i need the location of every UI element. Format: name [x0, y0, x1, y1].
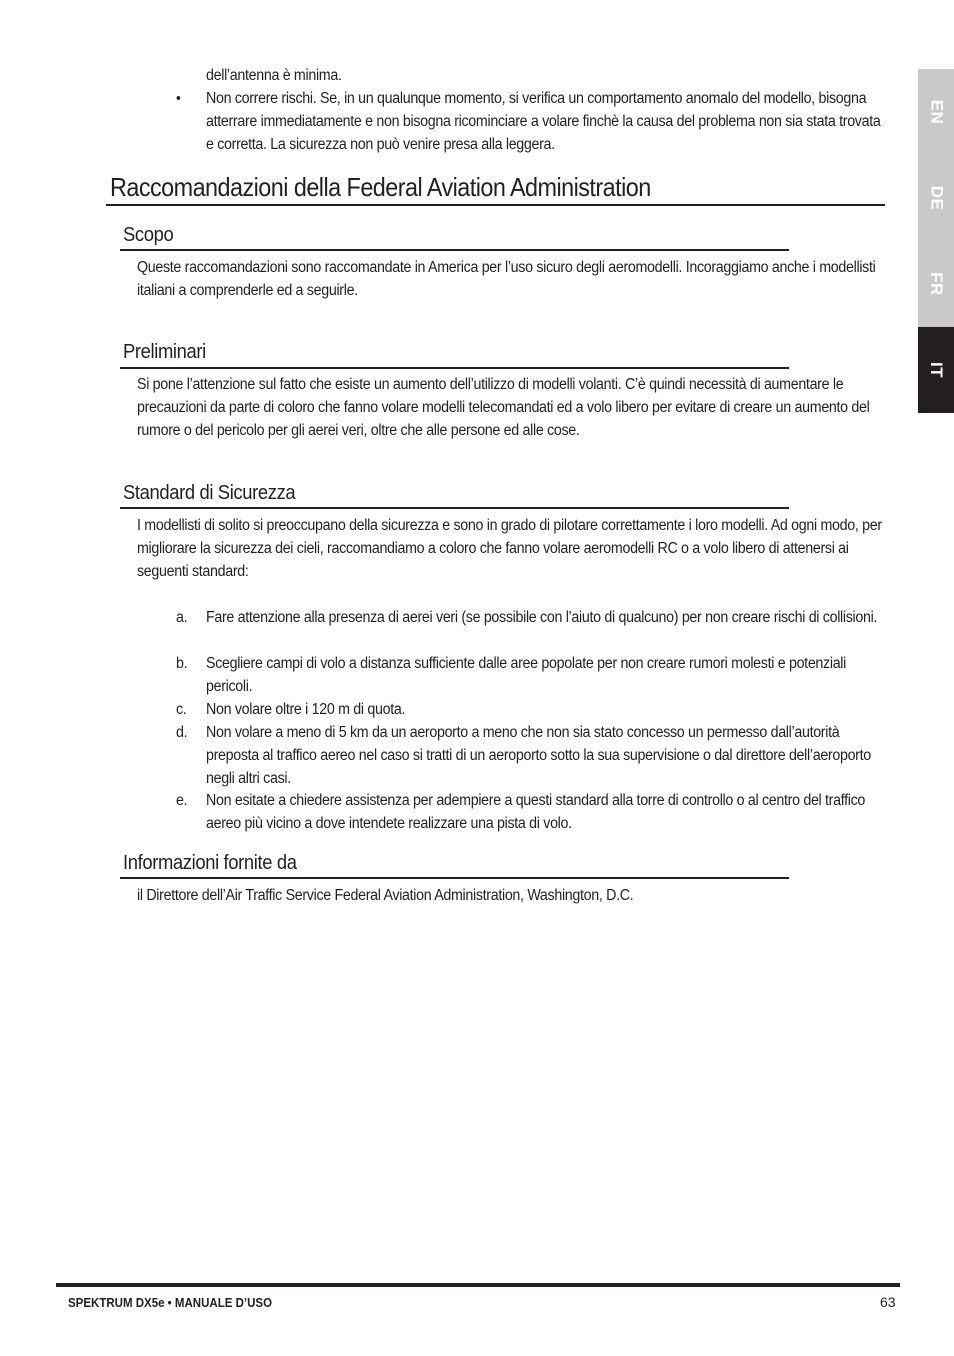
list-item-letter: d.: [176, 724, 188, 741]
list-item-text: Non volare oltre i 120 m di quota.: [206, 701, 406, 718]
section-heading-preliminari: Preliminari: [123, 341, 206, 363]
list-item-letter: e.: [176, 792, 188, 809]
list-item-text: Non volare a meno di 5 km da un aeroporto a meno che non sia stato concesso un permesso dall’autorità preposta al traffico aereo nel caso si tratti di un aeroporto sotto la sua supervisione o dal direttore dell’aeroporto negli altri casi.: [206, 724, 871, 787]
section-rule-standard: [120, 507, 789, 509]
section-text-standard: I modellisti di solito si preoccupano della sicurezza e sono in grado di pilotare correttamente i loro modelli. Ad ogni modo, per migliorare la sicurezza dei cieli, raccomandiamo a coloro che fanno volare aeromodelli RC o a volo libero di attenersi ai seguenti standard:: [137, 517, 882, 580]
main-heading-rule: [106, 204, 885, 206]
list-item-text: Fare attenzione alla presenza di aerei veri (se possibile con l’aiuto di qualcuno) per non creare rischi di collisioni.: [206, 609, 878, 626]
section-text-scopo: Queste raccomandazioni sono raccomandate in America per l’uso sicuro degli aeromodelli. Incoraggiamo anche i modellisti italiani a comprenderle ed a seguirle.: [137, 259, 876, 299]
section-rule-informazioni: [120, 877, 789, 879]
section-text-informazioni: il Direttore dell’Air Traffic Service Federal Aviation Administration, Washington, D.C.: [137, 887, 634, 904]
section-heading-standard: Standard di Sicurezza: [123, 482, 296, 504]
tab-de[interactable]: [918, 155, 954, 241]
tab-en-label: EN: [927, 99, 946, 125]
tab-fr-label: FR: [926, 272, 946, 296]
list-item-text: Scegliere campi di volo a distanza sufficiente dalle aree popolate per non creare rumori molesti e potenziali pericoli.: [206, 655, 847, 695]
continuation-text: dell’antenna è minima.: [206, 67, 342, 84]
tab-de-label: DE: [927, 185, 946, 211]
tab-en[interactable]: [918, 69, 954, 155]
footer-rule: [56, 1283, 900, 1287]
section-text-preliminari: Si pone l’attenzione sul fatto che esiste un aumento dell’utilizzo di modelli volanti. C’è quindi necessità di aumentare le precauzioni da parte di coloro che fanno volare modelli telecomandati ed a volo libero per evitare di creare un aumento del rumore o del pericolo per gli aerei veri, oltre che alle persone ed alle cose.: [137, 376, 870, 439]
bullet-symbol: •: [176, 90, 181, 107]
footer-title: SPEKTRUM DX5e • MANUALE D’USO: [68, 1296, 273, 1310]
section-heading-scopo: Scopo: [123, 224, 174, 246]
main-heading: Raccomandazioni della Federal Aviation Administration: [110, 172, 651, 202]
list-item-letter: c.: [176, 701, 187, 718]
section-rule-preliminari: [120, 367, 789, 369]
list-item-letter: b.: [176, 655, 188, 672]
tab-fr[interactable]: [918, 241, 954, 327]
tab-it-label: IT: [926, 361, 946, 379]
list-item-text: Non esitate a chiedere assistenza per adempiere a questi standard alla torre di controllo o al centro del traffico aereo più vicino a dove intendete realizzare una pista di volo.: [206, 792, 866, 832]
section-heading-informazioni: Informazioni fornite da: [123, 852, 297, 874]
list-item-letter: a.: [176, 609, 188, 626]
section-rule-scopo: [120, 249, 789, 251]
tab-it[interactable]: [918, 327, 954, 413]
language-tabs: [918, 69, 954, 413]
bullet-text: Non correre rischi. Se, in un qualunque momento, si verifica un comportamento anomalo del modello, bisogna atterrare immediatamente e non bisogna ricominciare a volare finchè la causa del problema non sia stata trovata e corretta. La sicurezza non può venire presa alla leggera.: [206, 90, 881, 153]
page-number: 63: [880, 1294, 896, 1310]
